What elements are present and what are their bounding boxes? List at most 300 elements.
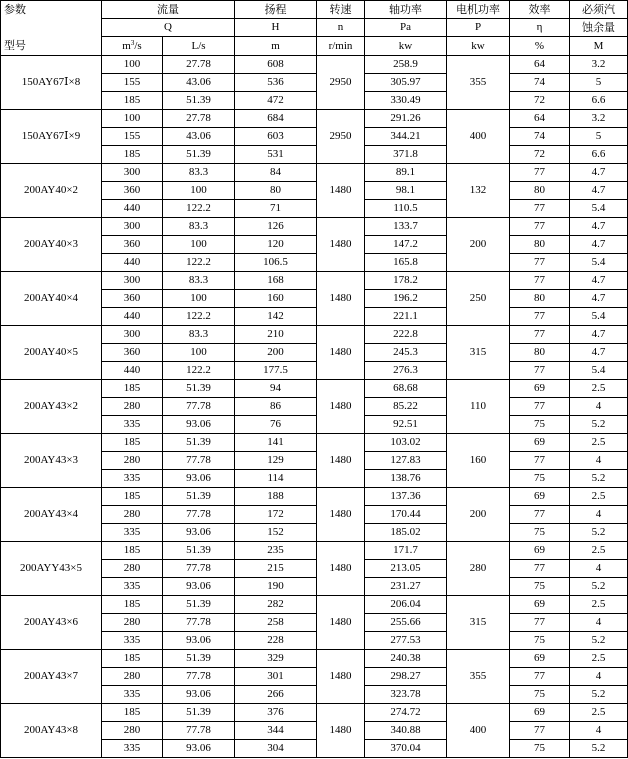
shaft-power-cell: 274.72 — [365, 704, 447, 722]
head-cell: 258 — [235, 614, 317, 632]
head-cell: 126 — [235, 218, 317, 236]
speed-cell: 1480 — [317, 164, 365, 218]
head-cell: 235 — [235, 542, 317, 560]
head-cell: 210 — [235, 326, 317, 344]
model-cell: 150AY67Ⅰ×8 — [1, 56, 102, 110]
model-cell: 200AY43×8 — [1, 704, 102, 758]
model-cell: 200AY40×3 — [1, 218, 102, 272]
efficiency-cell: 77 — [510, 308, 570, 326]
shaft-power-cell: 245.3 — [365, 344, 447, 362]
flow-m3s-cell: 360 — [102, 236, 163, 254]
unit-base: m — [122, 39, 131, 52]
shaft-power-cell: 110.5 — [365, 200, 447, 218]
shaft-power-cell: 330.49 — [365, 92, 447, 110]
flow-ls-cell: 93.06 — [163, 686, 235, 704]
motor-power-cell: 280 — [447, 542, 510, 596]
motor-power-header: 电机功率 — [447, 1, 510, 19]
shaft-power-cell: 221.1 — [365, 308, 447, 326]
flow-m3s-cell: 335 — [102, 524, 163, 542]
head-cell: 282 — [235, 596, 317, 614]
head-cell: 76 — [235, 416, 317, 434]
flow-ls-cell: 51.39 — [163, 650, 235, 668]
flow-m3s-cell: 300 — [102, 218, 163, 236]
efficiency-cell: 77 — [510, 722, 570, 740]
head-cell: 215 — [235, 560, 317, 578]
speed-cell: 1480 — [317, 650, 365, 704]
flow-m3s-cell: 440 — [102, 254, 163, 272]
efficiency-cell: 77 — [510, 164, 570, 182]
shaft-power-cell: 178.2 — [365, 272, 447, 290]
efficiency-cell: 80 — [510, 182, 570, 200]
npsh-cell: 5.2 — [570, 632, 628, 650]
npsh-cell: 3.2 — [570, 110, 628, 128]
table-row — [1, 326, 628, 344]
head-cell: 608 — [235, 56, 317, 74]
motor-power-cell: 400 — [447, 110, 510, 164]
motor-power-cell: 355 — [447, 650, 510, 704]
npsh-cell: 5.4 — [570, 308, 628, 326]
flow-ls-cell: 122.2 — [163, 362, 235, 380]
head-cell: 114 — [235, 470, 317, 488]
flow-m3s-cell: 280 — [102, 560, 163, 578]
speed-symbol: n — [317, 19, 365, 37]
flow-header: 流量 — [102, 1, 235, 19]
efficiency-header: 效率 — [510, 1, 570, 19]
npsh-cell: 4 — [570, 722, 628, 740]
model-cell: 200AY43×7 — [1, 650, 102, 704]
param-spacer — [1, 19, 102, 37]
npsh-cell: 6.6 — [570, 146, 628, 164]
head-header: 扬程 — [235, 1, 317, 19]
efficiency-cell: 69 — [510, 380, 570, 398]
efficiency-cell: 75 — [510, 470, 570, 488]
speed-cell: 1480 — [317, 542, 365, 596]
speed-cell: 1480 — [317, 272, 365, 326]
npsh-cell: 5.2 — [570, 416, 628, 434]
flow-m3s-cell: 335 — [102, 740, 163, 758]
head-cell: 129 — [235, 452, 317, 470]
shaft-power-cell: 222.8 — [365, 326, 447, 344]
shaft-power-cell: 370.04 — [365, 740, 447, 758]
efficiency-cell: 77 — [510, 200, 570, 218]
efficiency-cell: 75 — [510, 740, 570, 758]
efficiency-cell: 77 — [510, 254, 570, 272]
flow-m3s-cell: 360 — [102, 182, 163, 200]
flow-m3s-cell: 335 — [102, 632, 163, 650]
npsh-cell: 4.7 — [570, 164, 628, 182]
flow-ls-cell: 77.78 — [163, 452, 235, 470]
head-cell: 120 — [235, 236, 317, 254]
shaft-power-cell: 98.1 — [365, 182, 447, 200]
efficiency-cell: 69 — [510, 650, 570, 668]
npsh-cell: 4.7 — [570, 182, 628, 200]
npsh-cell: 4 — [570, 398, 628, 416]
head-cell: 141 — [235, 434, 317, 452]
shaft-power-cell: 276.3 — [365, 362, 447, 380]
efficiency-cell: 77 — [510, 668, 570, 686]
speed-cell: 1480 — [317, 434, 365, 488]
flow-m3s-cell: 185 — [102, 542, 163, 560]
efficiency-cell: 74 — [510, 74, 570, 92]
efficiency-symbol: η — [510, 19, 570, 37]
shaft-power-cell: 213.05 — [365, 560, 447, 578]
head-cell: 329 — [235, 650, 317, 668]
npsh-cell: 2.5 — [570, 380, 628, 398]
flow-m3s-cell: 335 — [102, 686, 163, 704]
shaft-power-cell: 240.38 — [365, 650, 447, 668]
flow-ls-cell: 77.78 — [163, 398, 235, 416]
motor-power-cell: 132 — [447, 164, 510, 218]
flow-ls-cell: 122.2 — [163, 308, 235, 326]
shaft-power-cell: 170.44 — [365, 506, 447, 524]
flow-ls-cell: 93.06 — [163, 416, 235, 434]
flow-ls-cell: 100 — [163, 344, 235, 362]
table-row — [1, 380, 628, 398]
table-row — [1, 434, 628, 452]
model-cell: 200AY40×2 — [1, 164, 102, 218]
shaft-power-cell: 137.36 — [365, 488, 447, 506]
efficiency-cell: 75 — [510, 524, 570, 542]
flow-m3s-cell: 335 — [102, 416, 163, 434]
shaft-power-cell: 255.66 — [365, 614, 447, 632]
shaft-power-cell: 185.02 — [365, 524, 447, 542]
head-cell: 603 — [235, 128, 317, 146]
unit-superscript: 3 — [130, 38, 135, 47]
efficiency-unit: % — [510, 37, 570, 56]
head-cell: 80 — [235, 182, 317, 200]
flow-ls-cell: 93.06 — [163, 524, 235, 542]
flow-m3s-cell: 335 — [102, 470, 163, 488]
table-row — [1, 218, 628, 236]
npsh-cell: 2.5 — [570, 542, 628, 560]
npsh-header-line2: 蚀余量 — [570, 19, 628, 37]
npsh-cell: 4.7 — [570, 290, 628, 308]
speed-cell: 1480 — [317, 488, 365, 542]
flow-m3s-cell: 300 — [102, 326, 163, 344]
npsh-cell: 5.4 — [570, 362, 628, 380]
flow-unit-ls: L/s — [163, 37, 235, 56]
npsh-cell: 4 — [570, 668, 628, 686]
efficiency-cell: 72 — [510, 146, 570, 164]
head-cell: 188 — [235, 488, 317, 506]
head-cell: 177.5 — [235, 362, 317, 380]
flow-m3s-cell: 185 — [102, 488, 163, 506]
npsh-cell: 4 — [570, 614, 628, 632]
speed-cell: 1480 — [317, 380, 365, 434]
flow-m3s-cell: 300 — [102, 272, 163, 290]
flow-ls-cell: 83.3 — [163, 272, 235, 290]
flow-ls-cell: 83.3 — [163, 164, 235, 182]
flow-m3s-cell: 185 — [102, 434, 163, 452]
flow-ls-cell: 43.06 — [163, 74, 235, 92]
head-unit: m — [235, 37, 317, 56]
flow-ls-cell: 51.39 — [163, 596, 235, 614]
head-cell: 531 — [235, 146, 317, 164]
flow-ls-cell: 93.06 — [163, 740, 235, 758]
flow-m3s-cell: 335 — [102, 578, 163, 596]
flow-m3s-cell: 360 — [102, 290, 163, 308]
flow-m3s-cell: 155 — [102, 74, 163, 92]
speed-cell: 1480 — [317, 704, 365, 758]
head-cell: 684 — [235, 110, 317, 128]
head-cell: 71 — [235, 200, 317, 218]
head-cell: 344 — [235, 722, 317, 740]
flow-m3s-cell: 185 — [102, 92, 163, 110]
head-cell: 536 — [235, 74, 317, 92]
shaft-power-cell: 85.22 — [365, 398, 447, 416]
flow-m3s-cell: 100 — [102, 56, 163, 74]
speed-cell: 1480 — [317, 218, 365, 272]
efficiency-cell: 77 — [510, 326, 570, 344]
table-row — [1, 704, 628, 722]
flow-m3s-cell: 300 — [102, 164, 163, 182]
shaft-power-cell: 89.1 — [365, 164, 447, 182]
efficiency-cell: 74 — [510, 128, 570, 146]
head-cell: 94 — [235, 380, 317, 398]
flow-ls-cell: 27.78 — [163, 56, 235, 74]
flow-ls-cell: 43.06 — [163, 128, 235, 146]
npsh-header-line1: 必须汽 — [570, 1, 628, 19]
shaft-power-cell: 138.76 — [365, 470, 447, 488]
flow-symbol: Q — [102, 19, 235, 37]
motor-power-cell: 250 — [447, 272, 510, 326]
shaft-power-symbol: Pa — [365, 19, 447, 37]
table-row — [1, 650, 628, 668]
head-cell: 266 — [235, 686, 317, 704]
flow-m3s-cell: 185 — [102, 596, 163, 614]
efficiency-cell: 77 — [510, 398, 570, 416]
npsh-cell: 5.2 — [570, 470, 628, 488]
flow-ls-cell: 122.2 — [163, 200, 235, 218]
npsh-cell: 2.5 — [570, 704, 628, 722]
npsh-cell: 5.4 — [570, 200, 628, 218]
speed-cell: 2950 — [317, 56, 365, 110]
shaft-power-unit: kw — [365, 37, 447, 56]
npsh-cell: 4.7 — [570, 218, 628, 236]
shaft-power-cell: 133.7 — [365, 218, 447, 236]
flow-m3s-cell: 100 — [102, 110, 163, 128]
npsh-cell: 3.2 — [570, 56, 628, 74]
speed-cell: 2950 — [317, 110, 365, 164]
model-cell: 200AY43×3 — [1, 434, 102, 488]
shaft-power-cell: 147.2 — [365, 236, 447, 254]
flow-m3s-cell: 185 — [102, 704, 163, 722]
model-cell: 200AY43×4 — [1, 488, 102, 542]
npsh-cell: 5.2 — [570, 686, 628, 704]
efficiency-cell: 77 — [510, 272, 570, 290]
efficiency-cell: 75 — [510, 578, 570, 596]
efficiency-cell: 80 — [510, 344, 570, 362]
shaft-power-cell: 258.9 — [365, 56, 447, 74]
flow-m3s-cell: 280 — [102, 668, 163, 686]
flow-m3s-cell: 360 — [102, 344, 163, 362]
efficiency-cell: 80 — [510, 290, 570, 308]
motor-power-symbol: P — [447, 19, 510, 37]
flow-m3s-cell: 185 — [102, 650, 163, 668]
flow-ls-cell: 100 — [163, 290, 235, 308]
speed-cell: 1480 — [317, 326, 365, 380]
shaft-power-cell: 92.51 — [365, 416, 447, 434]
param-label: 参数 — [1, 1, 102, 19]
table-row — [1, 488, 628, 506]
npsh-unit: M — [570, 37, 628, 56]
flow-m3s-cell: 280 — [102, 452, 163, 470]
efficiency-cell: 75 — [510, 632, 570, 650]
npsh-cell: 2.5 — [570, 488, 628, 506]
head-cell: 304 — [235, 740, 317, 758]
flow-ls-cell: 77.78 — [163, 614, 235, 632]
head-cell: 142 — [235, 308, 317, 326]
shaft-power-cell: 171.7 — [365, 542, 447, 560]
npsh-cell: 5.4 — [570, 254, 628, 272]
flow-ls-cell: 51.39 — [163, 92, 235, 110]
motor-power-cell: 315 — [447, 596, 510, 650]
efficiency-cell: 75 — [510, 416, 570, 434]
flow-m3s-cell: 280 — [102, 398, 163, 416]
motor-power-cell: 355 — [447, 56, 510, 110]
flow-ls-cell: 77.78 — [163, 560, 235, 578]
shaft-power-cell: 127.83 — [365, 452, 447, 470]
shaft-power-cell: 231.27 — [365, 578, 447, 596]
model-label: 型号 — [1, 37, 102, 56]
efficiency-cell: 77 — [510, 506, 570, 524]
flow-ls-cell: 77.78 — [163, 506, 235, 524]
flow-m3s-cell: 185 — [102, 146, 163, 164]
model-cell: 200AY43×6 — [1, 596, 102, 650]
flow-ls-cell: 122.2 — [163, 254, 235, 272]
flow-ls-cell: 100 — [163, 182, 235, 200]
flow-m3s-cell: 185 — [102, 380, 163, 398]
shaft-power-cell: 196.2 — [365, 290, 447, 308]
head-cell: 376 — [235, 704, 317, 722]
npsh-cell: 4.7 — [570, 344, 628, 362]
efficiency-cell: 77 — [510, 218, 570, 236]
model-cell: 200AYY43×5 — [1, 542, 102, 596]
head-cell: 472 — [235, 92, 317, 110]
model-cell: 150AY67Ⅰ×9 — [1, 110, 102, 164]
efficiency-cell: 69 — [510, 542, 570, 560]
unit-tail: /s — [134, 39, 142, 52]
head-cell: 172 — [235, 506, 317, 524]
flow-ls-cell: 27.78 — [163, 110, 235, 128]
shaft-power-cell: 305.97 — [365, 74, 447, 92]
npsh-cell: 2.5 — [570, 434, 628, 452]
flow-ls-cell: 83.3 — [163, 326, 235, 344]
npsh-cell: 4.7 — [570, 272, 628, 290]
npsh-cell: 5 — [570, 74, 628, 92]
head-cell: 84 — [235, 164, 317, 182]
flow-ls-cell: 83.3 — [163, 218, 235, 236]
model-cell: 200AY43×2 — [1, 380, 102, 434]
header-row-symbols — [1, 19, 628, 37]
npsh-cell: 2.5 — [570, 596, 628, 614]
head-cell: 106.5 — [235, 254, 317, 272]
header-row-units — [1, 37, 628, 56]
flow-m3s-cell: 440 — [102, 308, 163, 326]
efficiency-cell: 72 — [510, 92, 570, 110]
table-row — [1, 272, 628, 290]
shaft-power-cell: 277.53 — [365, 632, 447, 650]
shaft-power-cell: 103.02 — [365, 434, 447, 452]
model-cell: 200AY40×5 — [1, 326, 102, 380]
flow-m3s-cell: 280 — [102, 614, 163, 632]
flow-ls-cell: 51.39 — [163, 434, 235, 452]
npsh-cell: 4.7 — [570, 326, 628, 344]
head-cell: 152 — [235, 524, 317, 542]
flow-ls-cell: 93.06 — [163, 632, 235, 650]
shaft-power-cell: 68.68 — [365, 380, 447, 398]
npsh-cell: 5.2 — [570, 740, 628, 758]
efficiency-cell: 77 — [510, 560, 570, 578]
shaft-power-cell: 298.27 — [365, 668, 447, 686]
head-cell: 228 — [235, 632, 317, 650]
motor-power-cell: 200 — [447, 488, 510, 542]
npsh-cell: 4 — [570, 452, 628, 470]
flow-ls-cell: 77.78 — [163, 668, 235, 686]
efficiency-cell: 64 — [510, 56, 570, 74]
flow-unit-m3s — [102, 37, 163, 56]
shaft-power-cell: 206.04 — [365, 596, 447, 614]
flow-ls-cell: 51.39 — [163, 704, 235, 722]
model-cell: 200AY40×4 — [1, 272, 102, 326]
flow-ls-cell: 51.39 — [163, 380, 235, 398]
flow-ls-cell: 51.39 — [163, 542, 235, 560]
flow-ls-cell: 93.06 — [163, 470, 235, 488]
flow-m3s-cell: 440 — [102, 362, 163, 380]
npsh-cell: 5 — [570, 128, 628, 146]
npsh-cell: 4.7 — [570, 236, 628, 254]
flow-ls-cell: 51.39 — [163, 146, 235, 164]
efficiency-cell: 77 — [510, 362, 570, 380]
motor-power-unit: kw — [447, 37, 510, 56]
efficiency-cell: 80 — [510, 236, 570, 254]
table-row — [1, 164, 628, 182]
shaft-power-cell: 371.8 — [365, 146, 447, 164]
speed-header: 转速 — [317, 1, 365, 19]
shaft-power-cell: 291.26 — [365, 110, 447, 128]
efficiency-cell: 69 — [510, 704, 570, 722]
head-cell: 86 — [235, 398, 317, 416]
head-cell: 160 — [235, 290, 317, 308]
shaft-power-cell: 323.78 — [365, 686, 447, 704]
shaft-power-cell: 165.8 — [365, 254, 447, 272]
flow-ls-cell: 51.39 — [163, 488, 235, 506]
speed-cell: 1480 — [317, 596, 365, 650]
flow-m3s-cell: 155 — [102, 128, 163, 146]
motor-power-cell: 400 — [447, 704, 510, 758]
table-row — [1, 542, 628, 560]
flow-m3s-cell: 280 — [102, 506, 163, 524]
flow-ls-cell: 77.78 — [163, 722, 235, 740]
motor-power-cell: 160 — [447, 434, 510, 488]
efficiency-cell: 75 — [510, 686, 570, 704]
efficiency-cell: 77 — [510, 452, 570, 470]
motor-power-cell: 315 — [447, 326, 510, 380]
flow-m3s-cell: 280 — [102, 722, 163, 740]
efficiency-cell: 69 — [510, 596, 570, 614]
shaft-power-header: 轴功率 — [365, 1, 447, 19]
shaft-power-cell: 344.21 — [365, 128, 447, 146]
npsh-cell: 2.5 — [570, 650, 628, 668]
motor-power-cell: 110 — [447, 380, 510, 434]
efficiency-cell: 69 — [510, 488, 570, 506]
flow-m3s-cell: 440 — [102, 200, 163, 218]
npsh-cell: 5.2 — [570, 578, 628, 596]
shaft-power-cell: 340.88 — [365, 722, 447, 740]
header-row-names — [1, 1, 628, 19]
efficiency-cell: 69 — [510, 434, 570, 452]
speed-unit: r/min — [317, 37, 365, 56]
